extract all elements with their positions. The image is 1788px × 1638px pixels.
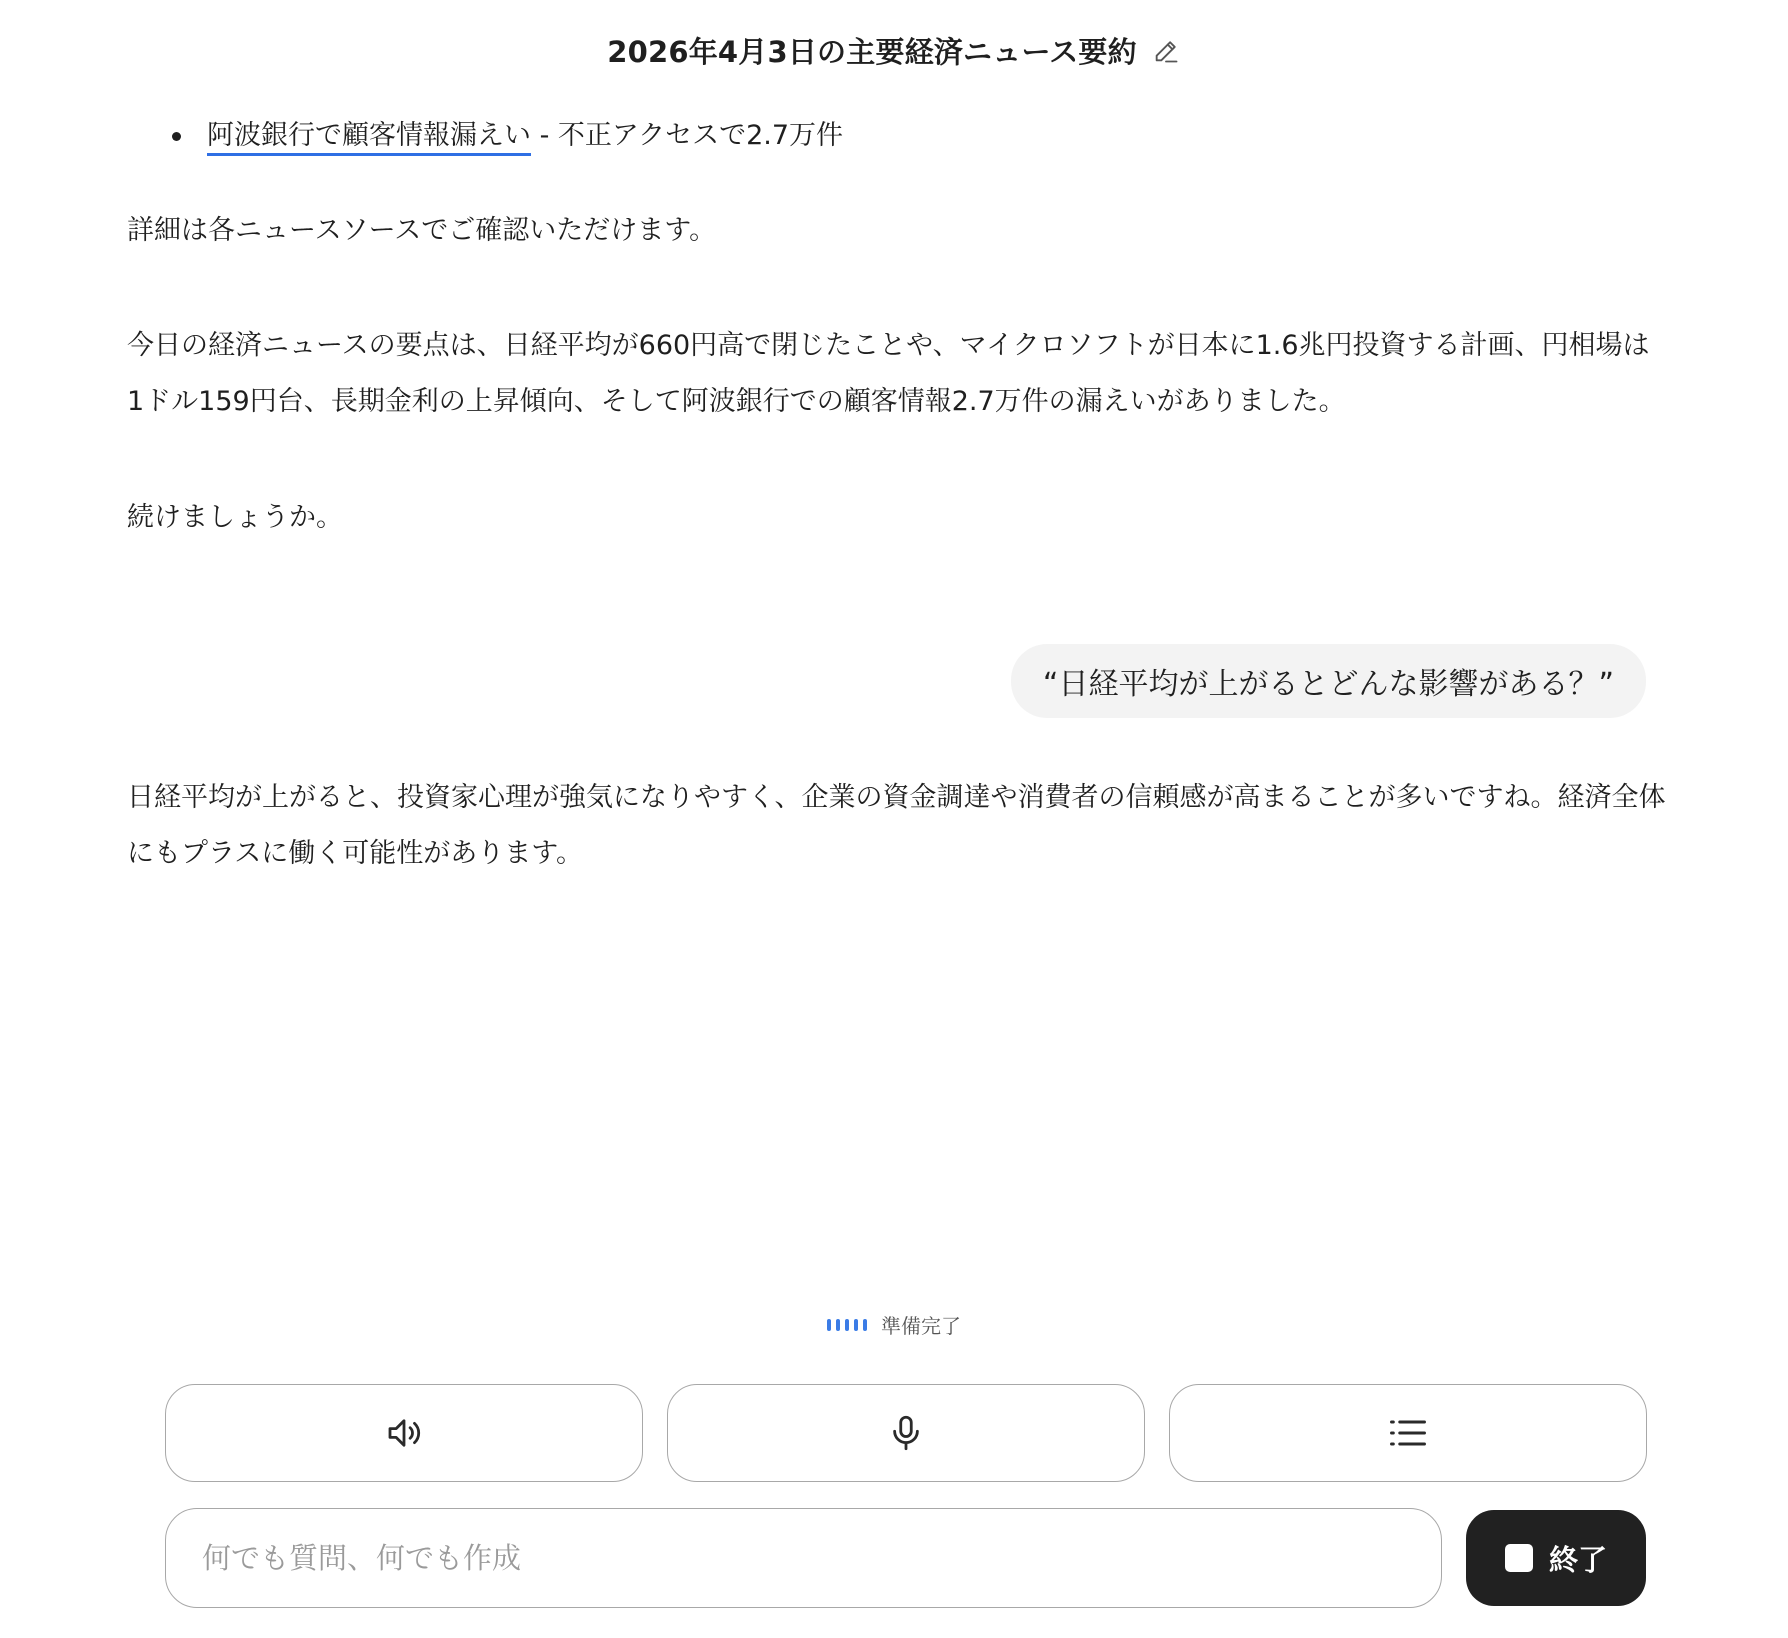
assistant-message: 続けましょうか。 (127, 502, 343, 533)
assistant-message: 今日の経済ニュースの要点は、日経平均が660円高で閉じたことや、マイクロソフトが日本に1.6兆円投資する計画、円相場は1ドル159円台、長期金利の上昇傾向、そして阿波銀行での顧客情報2.7万件の漏えいがありました。 (127, 330, 1650, 417)
status-label: 準備完了 (881, 1314, 961, 1338)
page-title: 2026年4月3日の主要経済ニュース要約 (607, 35, 1137, 69)
microphone-icon (885, 1412, 927, 1454)
news-list (127, 108, 1657, 164)
assistant-message: 詳細は各ニュースソースでご確認いただけます。 (127, 215, 717, 246)
list-icon (1386, 1411, 1430, 1455)
microphone-button[interactable] (667, 1384, 1145, 1482)
speaker-icon (383, 1412, 425, 1454)
audio-wave-icon (827, 1319, 867, 1331)
stop-icon (1505, 1544, 1533, 1572)
status-indicator (0, 1310, 1788, 1339)
transcript-list-button[interactable] (1169, 1384, 1647, 1482)
end-button[interactable] (1466, 1510, 1646, 1606)
voice-controls (165, 1384, 1647, 1482)
speaker-button[interactable] (165, 1384, 643, 1482)
user-message-bubble: “日経平均が上がるとどんな影響がある？” (1011, 644, 1646, 718)
title-bar (0, 30, 1788, 71)
end-button-label: 終了 (1548, 1542, 1607, 1577)
assistant-message: 日経平均が上がると、投資家心理が強気になりやすく、企業の資金調達や消費者の信頼感が高まることが多いですね。経済全体にもプラスに働く可能性があります。 (127, 782, 1666, 869)
composer (165, 1508, 1646, 1608)
news-detail: - 不正アクセスで2.7万件 (531, 120, 844, 151)
chat-input[interactable] (165, 1508, 1442, 1608)
pencil-icon[interactable] (1151, 36, 1181, 66)
list-item (207, 108, 1657, 164)
news-link[interactable]: 阿波銀行で顧客情報漏えい (207, 120, 531, 156)
